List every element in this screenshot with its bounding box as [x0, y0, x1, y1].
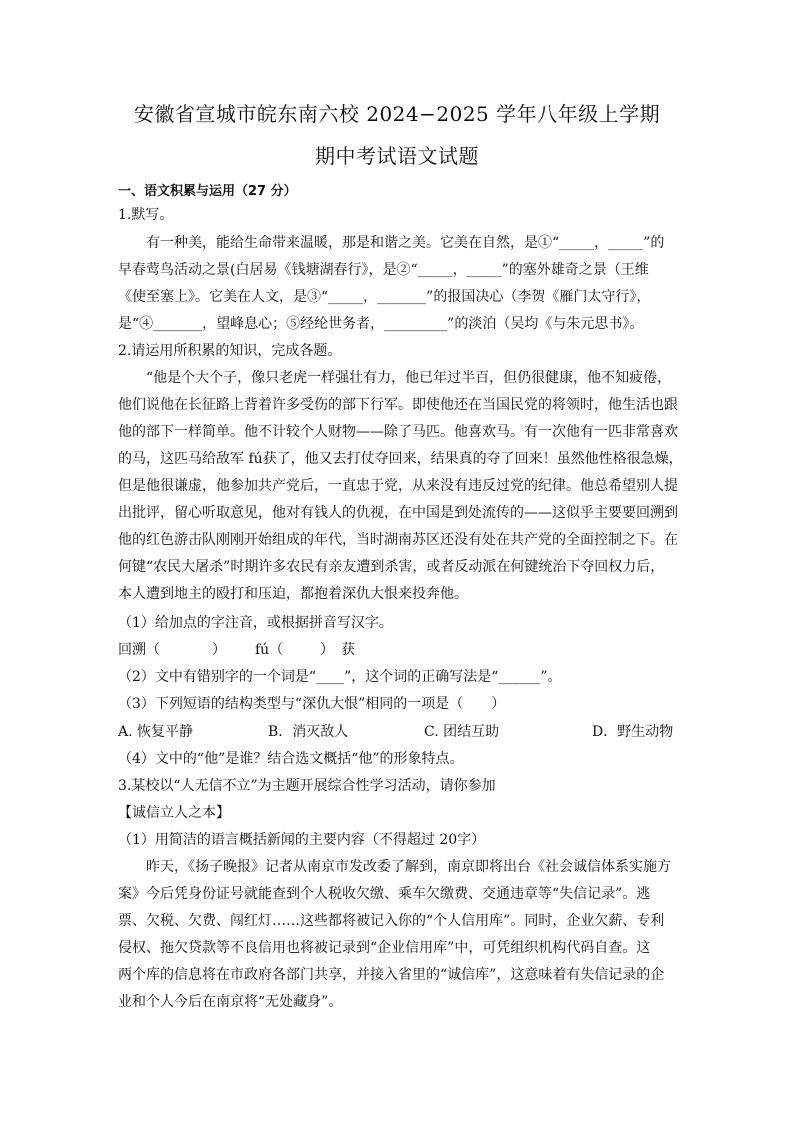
q2-passage-line: 他的红色游击队刚刚开始组成的年代，当时湖南苏区还没有处在共产党的全面控制之下。在 — [118, 532, 678, 548]
q2-passage-line: 何键“农民大屠杀”时期许多农民有亲友遭到杀害，或者反动派在何键统治下夺回权力后， — [118, 559, 665, 575]
q2-passage-line: 本人遭到地主的殴打和压迫，都抱着深仇大恨来投奔他。 — [118, 586, 468, 602]
pinyin-item-b: ） — [212, 642, 226, 658]
q3-passage-line: 侵权、拖欠贷款等不良信用也将被记录到“企业信用库”中，可凭组织机构代码自查。这 — [118, 940, 651, 956]
title-line-1: 安徽省宣城市皖东南六校 2024−2025 学年八年级上学期 — [133, 102, 661, 126]
option-a: A. 恢复平静 — [118, 724, 194, 740]
q1-line: 是“④_______，望峰息心；⑤经纶世务者，_________”的淡泊（吴均《与朱元思书》。 — [118, 316, 644, 332]
q3-passage-line: 业和个人今后在南京将“无处藏身”。 — [118, 994, 343, 1010]
q3-passage-line: 案》今后凭身份证号就能查到个人税收欠缴、乘车欠缴费、交通违章等“失信记录”。逃 — [118, 886, 651, 902]
title-line-2: 期中考试语文试题 — [315, 144, 479, 168]
q2-passage-line: “他是个大个子，像只老虎一样强壮有力，他已年过半百，但仍很健康，他不知疲倦， — [146, 370, 672, 386]
section-heading: 一、语文积累与运用（27 分） — [118, 184, 297, 199]
pinyin-item-c: fú（ — [255, 642, 284, 658]
q2-passage-line: 的马，这匹马给敌军 fú获了，他又去打仗夺回来，结果真的夺了回来！虽然他性格很急燥， — [118, 451, 683, 467]
pinyin-item-a: 回溯（ — [118, 642, 160, 658]
pinyin-item-d: ） 获 — [320, 642, 355, 658]
q3-label: 3.某校以“人无信不立”为主题开展综合性学习活动，请你参加 — [118, 778, 496, 794]
q1-line: 早春莺鸟活动之景(白居易《钱塘湖春行》，是②“_____，_____”的塞外雄奇之景（王维 — [118, 262, 649, 278]
q3-bracket-heading: 【诚信立人之本】 — [118, 805, 230, 821]
option-c: C. 团结互助 — [424, 724, 500, 740]
q2-passage-line: 出批评，留心听取意见，他对有钱人的仇视，在中国是到处流传的——这似乎主要要回溯到 — [118, 505, 678, 521]
q2-passage-line: 他们说他在长征路上背着许多受伤的部下行军。即使他还在当国民党的将领时，他生活也跟 — [118, 397, 678, 413]
q1-label: 1.默写。 — [118, 207, 174, 223]
q2-passage-line: 但是他很谦虚，他参加共产党后，一直忠于党，从来没有违反过党的纪律。他总希望别人提 — [118, 478, 678, 494]
q2-passage-line: 他的部下一样简单。他不计较个人财物——除了马匹。他喜欢马。有一次他有一匹非常喜欢 — [118, 424, 678, 440]
q3-passage-line: 昨天，《扬子晚报》记者从南京市发改委了解到，南京即将出台《社会诚信体系实施方 — [146, 859, 671, 875]
q3-sub1: （1）用简洁的语言概括新闻的主要内容（不得超过 20字） — [118, 832, 486, 848]
q1-line: 有一种美，能给生命带来温暖，那是和谐之美。它美在自然，是①“_____，_____”的 — [146, 235, 665, 251]
q2-sub3: （3）下列短语的结构类型与“深仇大恨”相同的一项是（ ） — [118, 696, 506, 712]
q2-sub1: （1）给加点的字注音，或根据拼音写汉字。 — [118, 615, 393, 631]
q3-passage-line: 票、欠税、欠费、闯红灯……这些都将被记入你的“个人信用库”。同时，企业欠薪、专利 — [118, 913, 665, 929]
q2-sub4: （4）文中的“他”是谁？结合选文概括“他”的形象特点。 — [118, 751, 464, 767]
option-d: D．野生动物 — [592, 724, 674, 740]
q3-passage-line: 两个库的信息将在市政府各部门共享，并接入省里的“诚信库”，这意味着有失信记录的企 — [118, 967, 665, 983]
option-b: B．消灭敌人 — [268, 724, 349, 740]
q2-label: 2.请运用所积累的知识，完成各题。 — [118, 343, 342, 359]
q2-sub2: （2）文中有错别字的一个词是“____”，这个词的正确写法是“______”。 — [118, 669, 562, 685]
q1-line: 《使至塞上》。它美在人文，是③“_____，_______”的报国决心（李贺《雁门太守行》， — [118, 289, 651, 305]
